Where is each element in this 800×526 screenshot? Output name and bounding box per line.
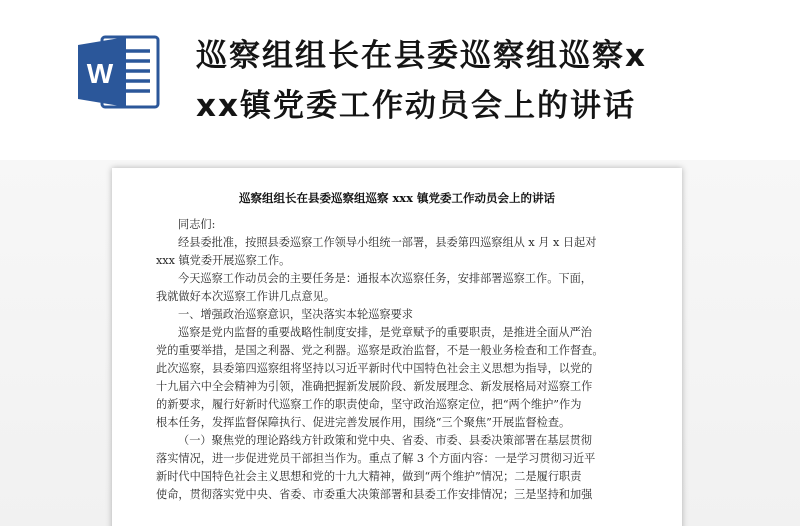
document-line: 根本任务，发挥监督保障执行、促进完善发展作用，围绕“三个聚焦”开展监督检查。 [156,416,571,429]
document-line: （一）聚焦党的理论路线方针政策和党中央、省委、市委、县委决策部署在基层贯彻 [178,434,592,447]
document-line: 我就做好本次巡察工作讲几点意见。 [156,290,336,303]
document-line: 经县委批准，按照县委巡察工作领导小组统一部署，县委第四巡察组从 x 月 x 日起对 [178,236,597,249]
document-line: 十九届六中全会精神为引领，准确把握新发展阶段、新发展理念、新发展格局对巡察工作 [156,380,593,393]
banner-title-line-2: xx镇党委工作动员会上的讲话 [196,88,636,124]
document-line: 此次巡察，县委第四巡察组将坚持以习近平新时代中国特色社会主义思想为指导，以党的 [156,362,593,375]
document-body [156,216,654,504]
document-line: 一、增强政治巡察意识，坚决落实本轮巡察要求 [178,308,413,321]
document-line: 落实情况，进一步促进党员干部担当作为。重点了解 3 个方面内容：一是学习贯彻习近平 [156,452,596,465]
document-line: 巡察是党内监督的重要战略性制度安排，是党章赋予的重要职责，是推进全面从严治 [178,326,592,339]
document-line: 新时代中国特色社会主义思想和党的十九大精神，做到“两个维护”情况；二是履行职责 [156,470,582,483]
document-page [112,168,682,526]
word-document-icon [76,33,162,111]
header-banner [0,0,800,160]
document-line: 党的重要举措，是国之利器、党之利器。巡察是政治监督，不是一般业务检查和工作督查。 [156,344,604,357]
banner-title-line-1: 巡察组组长在县委巡察组巡察x [196,38,647,74]
document-line: 同志们: [178,218,216,231]
document-line: 使命，贯彻落实党中央、省委、市委重大决策部署和县委工作安排情况；三是坚持和加强 [156,488,593,501]
document-title: 巡察组组长在县委巡察组巡察 xxx 镇党委工作动员会上的讲话 [238,191,556,205]
document-line: 今天巡察工作动员会的主要任务是：通报本次巡察任务，安排部署巡察工作。下面， [178,272,592,285]
word-icon-letter: W [86,58,114,89]
document-line: xxx 镇党委开展巡察工作。 [156,254,291,267]
document-line: 的新要求，履行好新时代巡察工作的职责使命，坚守政治巡察定位，把“两个维护”作为 [156,398,582,411]
